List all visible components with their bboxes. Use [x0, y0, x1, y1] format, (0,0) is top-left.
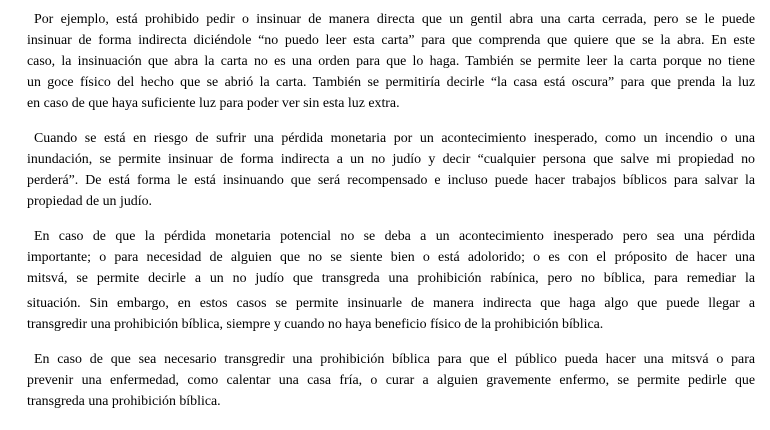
paragraph-line: Cuando se está en riesgo de sufrir una pérdida monetaria por un acontecimiento inesperado, como un incendio o una [34, 131, 755, 146]
paragraph-line: perderá”. De está forma le está insinuando que será recompensado e incluso puede hacer trabajos bíblicos para salvar la [27, 173, 755, 188]
paragraph-line: un goce físico del hecho que se abrió la carta. También se permitiría decirle “la casa está oscura” para que prenda la luz [27, 75, 755, 90]
paragraph-line: transgreda una prohibición bíblica. [27, 394, 221, 409]
paragraph-3 [20, 226, 755, 335]
paragraph-line: situación. Sin embargo, en estos casos se permite insinuarle de manera indirecta que haga algo que puede llegar a [27, 296, 755, 311]
paragraph-line: transgredir una prohibición bíblica, siempre y cuando no haya beneficio físico de la prohibición bíblica. [27, 317, 604, 332]
paragraph-line: insinuar de forma indirecta diciéndole “no puedo leer esta carta” para que comprenda que quiere que se la abra. En este [27, 33, 755, 48]
document-body [20, 0, 755, 412]
paragraph-line: Por ejemplo, está prohibido pedir o insinuar de manera directa que un gentil abra una carta cerrada, pero se le puede [34, 12, 755, 27]
paragraph-line: en caso de que haya suficiente luz para poder ver sin esta luz extra. [27, 96, 400, 111]
paragraph-line: importante; o para necesidad de alguien que no se siente bien o está adolorido; o es con el próposito de hacer una [27, 250, 755, 265]
paragraph-line: propiedad de un judío. [27, 194, 152, 209]
paragraph-4 [20, 349, 755, 412]
paragraph-line: prevenir una enfermedad, como calentar una casa fría, o curar a alguien gravemente enfermo, se permite pedirle que [27, 373, 755, 388]
paragraph-1 [20, 9, 755, 114]
paragraph-line: En caso de que la pérdida monetaria potencial no se deba a un acontecimiento inesperado pero sea una pérdida [34, 229, 755, 244]
paragraph-2 [20, 128, 755, 212]
paragraph-line: caso, la insinuación que abra la carta no es una orden para que lo haga. También se permite leer la carta porque no tiene [27, 54, 755, 69]
paragraph-line: mitsvá, se permite decirle a un no judío que transgreda una prohibición rabínica, pero no bíblica, para remediar la [27, 271, 755, 286]
paragraph-line: inundación, se permite insinuar de forma indirecta a un no judío y decir “cualquier persona que salve mi propiedad no [27, 152, 755, 167]
paragraph-line: En caso de que sea necesario transgredir una prohibición bíblica para que el público pueda hacer una mitsvá o para [34, 352, 755, 367]
